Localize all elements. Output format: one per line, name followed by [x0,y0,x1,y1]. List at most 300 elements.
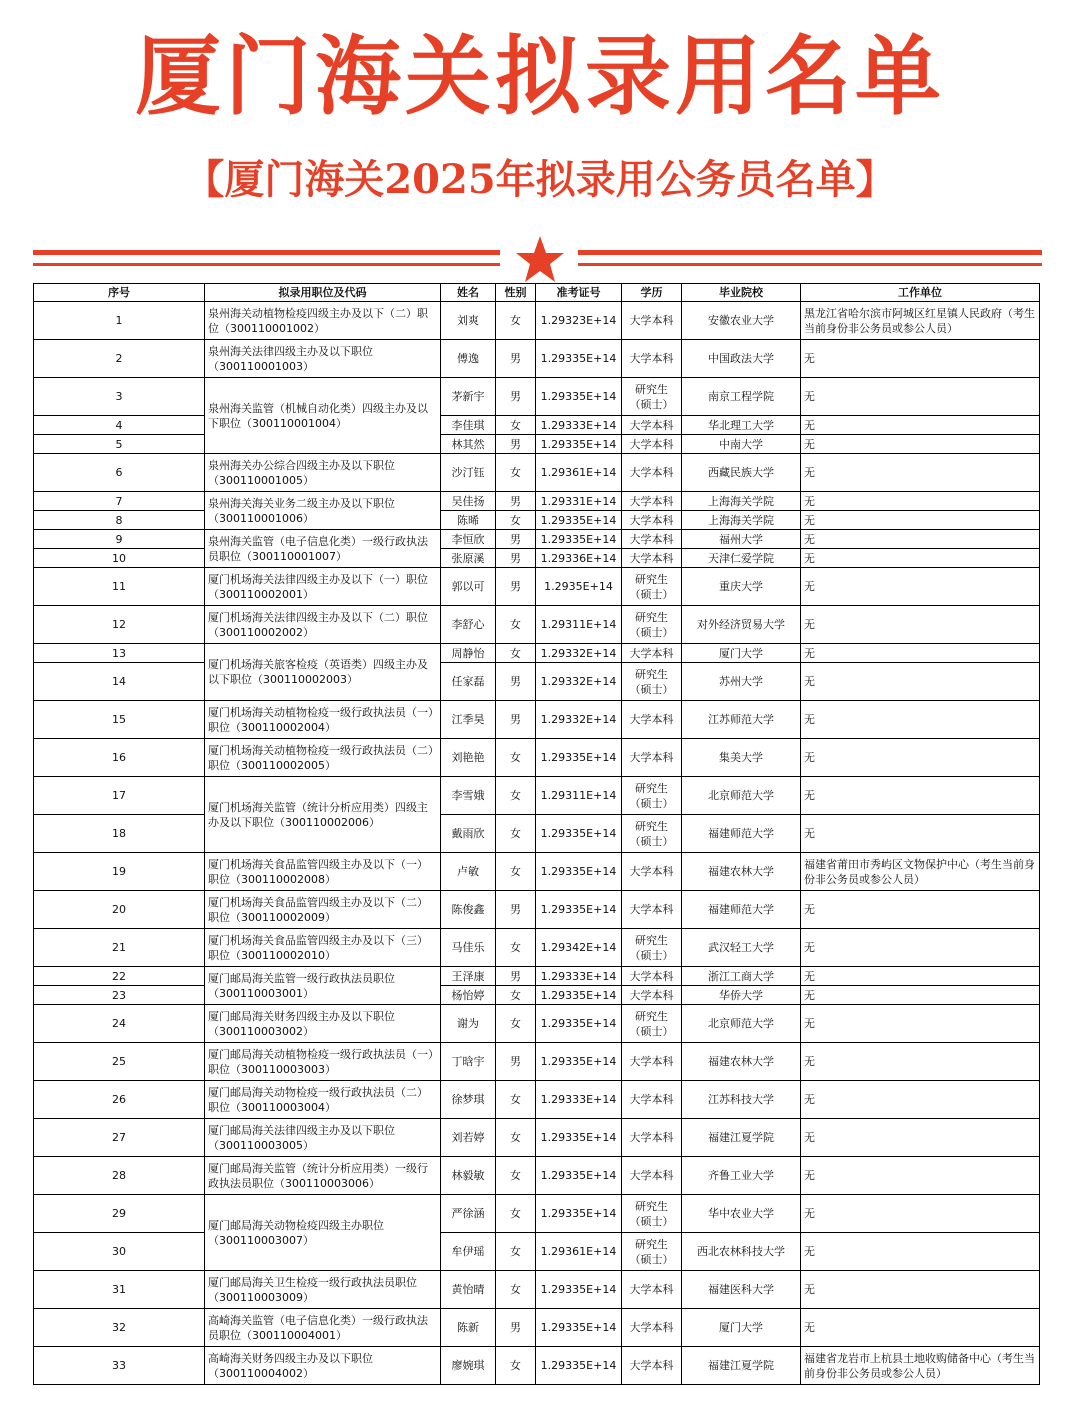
table-row [34,644,1040,663]
unit-cell: 无 [801,663,1040,701]
school-cell: 中南大学 [682,435,801,454]
name-cell: 周静怡 [441,644,496,663]
seq-cell: 33 [34,1347,205,1385]
edu-cell: 研究生（硕士） [622,777,682,815]
school-cell: 华北理工大学 [682,416,801,435]
name-cell: 张原溪 [441,549,496,568]
edu-cell: 大学本科 [622,1119,682,1157]
name-cell: 刘若婷 [441,1119,496,1157]
seq-cell: 26 [34,1081,205,1119]
unit-cell: 黑龙江省哈尔滨市阿城区红星镇人民政府（考生当前身份非公务员或参公人员） [801,302,1040,340]
header-unit: 工作单位 [801,284,1040,302]
edu-cell: 大学本科 [622,739,682,777]
edu-cell: 研究生（硕士） [622,815,682,853]
edu-cell: 大学本科 [622,302,682,340]
school-cell: 福建江夏学院 [682,1119,801,1157]
school-cell: 中国政法大学 [682,340,801,378]
sex-cell: 男 [496,549,536,568]
sex-cell: 男 [496,530,536,549]
edu-cell: 大学本科 [622,492,682,511]
exam-no-cell: 1.29342E+14 [536,929,622,967]
position-cell: 厦门邮局海关卫生检疫一级行政执法员职位（300110003009） [205,1271,441,1309]
position-cell: 厦门机场海关食品监管四级主办及以下（二）职位（300110002009） [205,891,441,929]
unit-cell: 无 [801,967,1040,986]
school-cell: 江苏科技大学 [682,1081,801,1119]
seq-cell: 27 [34,1119,205,1157]
position-cell: 厦门邮局海关动植物检疫一级行政执法员（一）职位（300110003003） [205,1043,441,1081]
header-school: 毕业院校 [682,284,801,302]
exam-no-cell: 1.29335E+14 [536,378,622,416]
sex-cell: 女 [496,929,536,967]
name-cell: 牟伊瑶 [441,1233,496,1271]
table-row [34,701,1040,739]
edu-cell: 研究生（硕士） [622,1005,682,1043]
table-header-row [34,284,1040,302]
table-row [34,416,1040,435]
unit-cell: 无 [801,1233,1040,1271]
name-cell: 刘艳艳 [441,739,496,777]
seq-cell: 21 [34,929,205,967]
name-cell: 陈新 [441,1309,496,1347]
table-row [34,739,1040,777]
header-seq: 序号 [34,284,205,302]
unit-cell: 无 [801,416,1040,435]
name-cell: 茅新宇 [441,378,496,416]
school-cell: 重庆大学 [682,568,801,606]
seq-cell: 24 [34,1005,205,1043]
table-row [34,492,1040,511]
table-row [34,815,1040,853]
sex-cell: 女 [496,606,536,644]
school-cell: 福建农林大学 [682,853,801,891]
name-cell: 谢为 [441,1005,496,1043]
name-cell: 陈晞 [441,511,496,530]
table-body [34,302,1040,1385]
name-cell: 李舒心 [441,606,496,644]
table-row [34,853,1040,891]
edu-cell: 大学本科 [622,1309,682,1347]
name-cell: 郭以可 [441,568,496,606]
school-cell: 厦门大学 [682,1309,801,1347]
seq-cell: 18 [34,815,205,853]
position-cell: 厦门机场海关监管（统计分析应用类）四级主办及以下职位（300110002006） [205,777,441,853]
seq-cell: 19 [34,853,205,891]
edu-cell: 研究生（硕士） [622,663,682,701]
position-cell: 厦门邮局海关监管（统计分析应用类）一级行政执法员职位（300110003006） [205,1157,441,1195]
seq-cell: 20 [34,891,205,929]
table-row [34,1195,1040,1233]
exam-no-cell: 1.29333E+14 [536,1081,622,1119]
school-cell: 厦门大学 [682,644,801,663]
exam-no-cell: 1.29335E+14 [536,1005,622,1043]
school-cell: 西藏民族大学 [682,454,801,492]
edu-cell: 大学本科 [622,701,682,739]
sex-cell: 女 [496,1157,536,1195]
unit-cell: 无 [801,1157,1040,1195]
table-row [34,549,1040,568]
header-edu: 学历 [622,284,682,302]
sex-cell: 女 [496,511,536,530]
table-row [34,929,1040,967]
unit-cell: 无 [801,1195,1040,1233]
exam-no-cell: 1.2935E+14 [536,568,622,606]
edu-cell: 大学本科 [622,549,682,568]
header-position: 拟录用职位及代码 [205,284,441,302]
sex-cell: 女 [496,1347,536,1385]
seq-cell: 12 [34,606,205,644]
sex-cell: 女 [496,853,536,891]
school-cell: 上海海关学院 [682,492,801,511]
header-name: 姓名 [441,284,496,302]
name-cell: 林其然 [441,435,496,454]
name-cell: 刘爽 [441,302,496,340]
unit-cell: 福建省龙岩市上杭县土地收购储备中心（考生当前身份非公务员或参公人员） [801,1347,1040,1385]
table-row [34,435,1040,454]
unit-cell: 无 [801,1081,1040,1119]
position-cell: 厦门机场海关动植物检疫一级行政执法员（一）职位（300110002004） [205,701,441,739]
edu-cell: 大学本科 [622,1271,682,1309]
unit-cell: 无 [801,435,1040,454]
name-cell: 傅逸 [441,340,496,378]
sex-cell: 女 [496,1271,536,1309]
school-cell: 福建师范大学 [682,891,801,929]
unit-cell: 无 [801,340,1040,378]
name-cell: 李雪娥 [441,777,496,815]
school-cell: 天津仁爱学院 [682,549,801,568]
name-cell: 戴雨欣 [441,815,496,853]
exam-no-cell: 1.29332E+14 [536,663,622,701]
exam-no-cell: 1.29335E+14 [536,853,622,891]
unit-cell: 无 [801,1043,1040,1081]
unit-cell: 无 [801,929,1040,967]
position-cell: 泉州海关动植物检疫四级主办及以下（二）职位（300110001002） [205,302,441,340]
table-row [34,340,1040,378]
sex-cell: 女 [496,1081,536,1119]
edu-cell: 大学本科 [622,986,682,1005]
school-cell: 北京师范大学 [682,777,801,815]
header-exam-no: 准考证号 [536,284,622,302]
seq-cell: 2 [34,340,205,378]
school-cell: 南京工程学院 [682,378,801,416]
edu-cell: 大学本科 [622,416,682,435]
seq-cell: 13 [34,644,205,663]
seq-cell: 7 [34,492,205,511]
sex-cell: 女 [496,644,536,663]
sex-cell: 男 [496,492,536,511]
unit-cell: 无 [801,777,1040,815]
exam-no-cell: 1.29335E+14 [536,986,622,1005]
position-cell: 厦门邮局海关监管一级行政执法员职位（300110003001） [205,967,441,1005]
position-cell: 高崎海关财务四级主办及以下职位（300110004002） [205,1347,441,1385]
name-cell: 黄怡晴 [441,1271,496,1309]
name-cell: 杨怡婷 [441,986,496,1005]
edu-cell: 大学本科 [622,1081,682,1119]
sex-cell: 女 [496,777,536,815]
sex-cell: 女 [496,1233,536,1271]
sex-cell: 男 [496,1043,536,1081]
table-row [34,1043,1040,1081]
school-cell: 福建江夏学院 [682,1347,801,1385]
table-row [34,1119,1040,1157]
exam-no-cell: 1.29311E+14 [536,777,622,815]
unit-cell: 无 [801,1119,1040,1157]
name-cell: 江季昊 [441,701,496,739]
seq-cell: 30 [34,1233,205,1271]
school-cell: 福建农林大学 [682,1043,801,1081]
seq-cell: 23 [34,986,205,1005]
position-cell: 泉州海关法律四级主办及以下职位（300110001003） [205,340,441,378]
table-row [34,568,1040,606]
hire-list-table [33,283,1040,1385]
unit-cell: 无 [801,739,1040,777]
seq-cell: 15 [34,701,205,739]
position-cell: 厦门邮局海关法律四级主办及以下职位（300110003005） [205,1119,441,1157]
position-cell: 厦门机场海关食品监管四级主办及以下（三）职位（300110002010） [205,929,441,967]
unit-cell: 无 [801,606,1040,644]
position-cell: 泉州海关监管（电子信息化类）一级行政执法员职位（300110001007） [205,530,441,568]
school-cell: 对外经济贸易大学 [682,606,801,644]
name-cell: 王泽康 [441,967,496,986]
seq-cell: 32 [34,1309,205,1347]
sex-cell: 男 [496,568,536,606]
table-row [34,1157,1040,1195]
school-cell: 武汉轻工大学 [682,929,801,967]
table-row [34,302,1040,340]
school-cell: 浙江工商大学 [682,967,801,986]
unit-cell: 福建省莆田市秀屿区文物保护中心（考生当前身份非公务员或参公人员） [801,853,1040,891]
table-row [34,530,1040,549]
school-cell: 苏州大学 [682,663,801,701]
sex-cell: 男 [496,1309,536,1347]
table-row [34,1233,1040,1271]
name-cell: 李恒欣 [441,530,496,549]
header-sex: 性别 [496,284,536,302]
edu-cell: 大学本科 [622,644,682,663]
sex-cell: 男 [496,663,536,701]
edu-cell: 研究生（硕士） [622,1233,682,1271]
exam-no-cell: 1.29335E+14 [536,1271,622,1309]
exam-no-cell: 1.29332E+14 [536,701,622,739]
seq-cell: 5 [34,435,205,454]
table-row [34,511,1040,530]
edu-cell: 大学本科 [622,1347,682,1385]
name-cell: 卢敏 [441,853,496,891]
seq-cell: 3 [34,378,205,416]
edu-cell: 研究生（硕士） [622,606,682,644]
position-cell: 厦门邮局海关动物检疫四级主办职位（300110003007） [205,1195,441,1271]
school-cell: 福建师范大学 [682,815,801,853]
sex-cell: 男 [496,967,536,986]
position-cell: 泉州海关监管（机械自动化类）四级主办及以下职位（300110001004） [205,378,441,454]
name-cell: 吴佳扬 [441,492,496,511]
table-row [34,663,1040,701]
edu-cell: 研究生（硕士） [622,568,682,606]
seq-cell: 10 [34,549,205,568]
position-cell: 泉州海关海关业务二级主办及以下职位（300110001006） [205,492,441,530]
name-cell: 丁晗宇 [441,1043,496,1081]
unit-cell: 无 [801,986,1040,1005]
seq-cell: 17 [34,777,205,815]
sex-cell: 女 [496,739,536,777]
position-cell: 厦门机场海关法律四级主办及以下（一）职位（300110002001） [205,568,441,606]
position-cell: 厦门机场海关旅客检疫（英语类）四级主办及以下职位（300110002003） [205,644,441,701]
exam-no-cell: 1.29335E+14 [536,1195,622,1233]
sex-cell: 男 [496,435,536,454]
sex-cell: 女 [496,815,536,853]
exam-no-cell: 1.29335E+14 [536,1157,622,1195]
unit-cell: 无 [801,492,1040,511]
unit-cell: 无 [801,1271,1040,1309]
school-cell: 江苏师范大学 [682,701,801,739]
school-cell: 齐鲁工业大学 [682,1157,801,1195]
sex-cell: 女 [496,416,536,435]
exam-no-cell: 1.29333E+14 [536,416,622,435]
exam-no-cell: 1.29335E+14 [536,1347,622,1385]
sex-cell: 男 [496,340,536,378]
school-cell: 华侨大学 [682,986,801,1005]
exam-no-cell: 1.29335E+14 [536,891,622,929]
sex-cell: 女 [496,302,536,340]
exam-no-cell: 1.29311E+14 [536,606,622,644]
exam-no-cell: 1.29336E+14 [536,549,622,568]
seq-cell: 9 [34,530,205,549]
seq-cell: 8 [34,511,205,530]
edu-cell: 研究生（硕士） [622,378,682,416]
edu-cell: 大学本科 [622,454,682,492]
page-subtitle: 【厦门海关2025年拟录用公务员名单】 [184,156,896,203]
exam-no-cell: 1.29361E+14 [536,454,622,492]
unit-cell: 无 [801,530,1040,549]
exam-no-cell: 1.29335E+14 [536,340,622,378]
school-cell: 华中农业大学 [682,1195,801,1233]
unit-cell: 无 [801,701,1040,739]
position-cell: 厦门邮局海关财务四级主办及以下职位（300110003002） [205,1005,441,1043]
unit-cell: 无 [801,378,1040,416]
school-cell: 福建医科大学 [682,1271,801,1309]
star-icon [515,234,565,284]
table-row [34,1005,1040,1043]
name-cell: 沙汀钰 [441,454,496,492]
seq-cell: 28 [34,1157,205,1195]
name-cell: 严徐涵 [441,1195,496,1233]
unit-cell: 无 [801,454,1040,492]
sex-cell: 女 [496,1005,536,1043]
table-row [34,1309,1040,1347]
position-cell: 泉州海关办公综合四级主办及以下职位（300110001005） [205,454,441,492]
table-row [34,891,1040,929]
name-cell: 徐梦琪 [441,1081,496,1119]
table-row [34,606,1040,644]
name-cell: 李佳琪 [441,416,496,435]
seq-cell: 22 [34,967,205,986]
school-cell: 北京师范大学 [682,1005,801,1043]
position-cell: 厦门邮局海关动物检疫一级行政执法员（二）职位（300110003004） [205,1081,441,1119]
sex-cell: 女 [496,1195,536,1233]
unit-cell: 无 [801,568,1040,606]
unit-cell: 无 [801,891,1040,929]
sex-cell: 女 [496,454,536,492]
seq-cell: 16 [34,739,205,777]
seq-cell: 25 [34,1043,205,1081]
name-cell: 任家磊 [441,663,496,701]
page-title: 厦门海关拟录用名单 [135,26,945,127]
edu-cell: 大学本科 [622,435,682,454]
position-cell: 厦门机场海关法律四级主办及以下（二）职位（300110002002） [205,606,441,644]
school-cell: 安徽农业大学 [682,302,801,340]
school-cell: 西北农林科技大学 [682,1233,801,1271]
unit-cell: 无 [801,511,1040,530]
exam-no-cell: 1.29332E+14 [536,644,622,663]
seq-cell: 4 [34,416,205,435]
table-row [34,777,1040,815]
name-cell: 陈俊鑫 [441,891,496,929]
table-row [34,1347,1040,1385]
table-row [34,1081,1040,1119]
sex-cell: 女 [496,986,536,1005]
seq-cell: 1 [34,302,205,340]
position-cell: 厦门机场海关食品监管四级主办及以下（一）职位（300110002008） [205,853,441,891]
exam-no-cell: 1.29335E+14 [536,739,622,777]
school-cell: 福州大学 [682,530,801,549]
name-cell: 林毅敏 [441,1157,496,1195]
school-cell: 集美大学 [682,739,801,777]
edu-cell: 大学本科 [622,511,682,530]
exam-no-cell: 1.29323E+14 [536,302,622,340]
exam-no-cell: 1.29335E+14 [536,815,622,853]
position-cell: 厦门机场海关动植物检疫一级行政执法员（二）职位（300110002005） [205,739,441,777]
unit-cell: 无 [801,1005,1040,1043]
exam-no-cell: 1.29331E+14 [536,492,622,511]
edu-cell: 大学本科 [622,1157,682,1195]
exam-no-cell: 1.29335E+14 [536,1043,622,1081]
edu-cell: 大学本科 [622,1043,682,1081]
exam-no-cell: 1.29335E+14 [536,435,622,454]
edu-cell: 大学本科 [622,967,682,986]
unit-cell: 无 [801,815,1040,853]
table-row [34,1271,1040,1309]
table-row [34,454,1040,492]
edu-cell: 大学本科 [622,891,682,929]
unit-cell: 无 [801,644,1040,663]
edu-cell: 研究生（硕士） [622,1195,682,1233]
unit-cell: 无 [801,549,1040,568]
seq-cell: 31 [34,1271,205,1309]
school-cell: 上海海关学院 [682,511,801,530]
sex-cell: 男 [496,891,536,929]
table-row [34,967,1040,986]
exam-no-cell: 1.29335E+14 [536,1119,622,1157]
table-row [34,378,1040,416]
edu-cell: 研究生（硕士） [622,929,682,967]
sex-cell: 男 [496,701,536,739]
position-cell: 高崎海关监管（电子信息化类）一级行政执法员职位（300110004001） [205,1309,441,1347]
seq-cell: 11 [34,568,205,606]
seq-cell: 6 [34,454,205,492]
sex-cell: 男 [496,378,536,416]
seq-cell: 29 [34,1195,205,1233]
edu-cell: 大学本科 [622,530,682,549]
exam-no-cell: 1.29333E+14 [536,967,622,986]
name-cell: 马佳乐 [441,929,496,967]
sex-cell: 女 [496,1119,536,1157]
seq-cell: 14 [34,663,205,701]
exam-no-cell: 1.29335E+14 [536,511,622,530]
edu-cell: 大学本科 [622,340,682,378]
unit-cell: 无 [801,1309,1040,1347]
exam-no-cell: 1.29361E+14 [536,1233,622,1271]
name-cell: 廖婉琪 [441,1347,496,1385]
exam-no-cell: 1.29335E+14 [536,530,622,549]
